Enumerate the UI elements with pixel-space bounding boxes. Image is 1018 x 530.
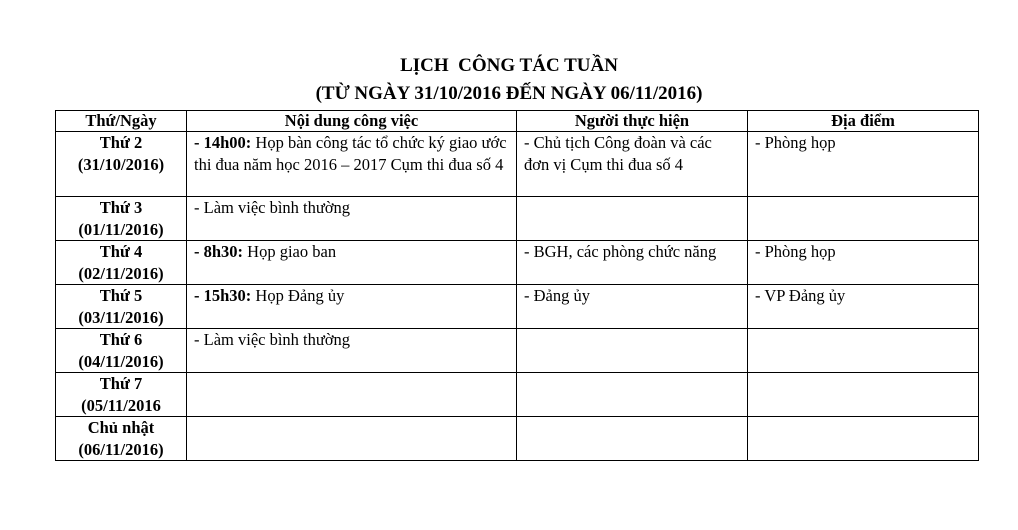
person-cell: [517, 329, 748, 373]
day-name: Chủ nhật: [87, 418, 155, 437]
day-date: (04/11/2016): [78, 351, 164, 371]
content-text: - Làm việc bình thường: [194, 330, 351, 349]
person-cell: [517, 373, 748, 417]
person-cell: - Đảng ủy: [517, 285, 748, 329]
day-date: (31/10/2016): [77, 154, 165, 174]
page-subtitle-date-range: (TỪ NGÀY 31/10/2016 ĐẾN NGÀY 06/11/2016): [315, 83, 703, 104]
day-name: Thứ 6: [99, 330, 143, 349]
day-cell: [56, 285, 187, 329]
header-day: Thứ/Ngày: [56, 111, 187, 132]
content-time: - 14h00:: [194, 133, 252, 152]
content-cell: [187, 285, 517, 329]
day-name: Thứ 3: [99, 198, 143, 217]
content-cell: [187, 241, 517, 285]
content-text: Họp bàn công tác tổ chức ký giao ước thi đua năm học 2016 – 2017 Cụm thi đua số 4: [194, 133, 507, 174]
day-cell: [56, 417, 187, 461]
day-date: (01/11/2016): [78, 219, 164, 239]
table-row: [56, 329, 979, 373]
header-row: [56, 111, 979, 132]
day-cell: [56, 197, 187, 241]
header-content: Nội dung công việc: [187, 111, 517, 132]
person-cell: - BGH, các phòng chức năng: [517, 241, 748, 285]
content-text: Họp giao ban: [243, 242, 337, 261]
place-cell: - Phòng họp: [748, 132, 979, 197]
day-name: Thứ 4: [99, 242, 143, 261]
place-cell: - VP Đảng ủy: [748, 285, 979, 329]
day-name: Thứ 2: [99, 133, 143, 152]
day-date: (05/11/2016: [81, 395, 161, 415]
weekly-schedule-table: [55, 110, 979, 461]
content-cell: [187, 197, 517, 241]
day-name: Thứ 7: [99, 374, 143, 393]
person-cell: - Chủ tịch Công đoàn và các đơn vị Cụm thi đua số 4: [517, 132, 748, 197]
content-cell: [187, 329, 517, 373]
table-row: [56, 285, 979, 329]
table-row: [56, 132, 979, 197]
header-person: Người thực hiện: [517, 111, 748, 132]
place-cell: [748, 373, 979, 417]
header-place: Địa điểm: [748, 111, 979, 132]
table-row: [56, 417, 979, 461]
page-title: LỊCH CÔNG TÁC TUẦN: [400, 55, 618, 76]
table-row: [56, 241, 979, 285]
table-row: [56, 373, 979, 417]
content-cell: [187, 373, 517, 417]
content-time: - 15h30:: [194, 286, 252, 305]
place-cell: [748, 197, 979, 241]
table-row: [56, 197, 979, 241]
place-cell: [748, 417, 979, 461]
day-date: (03/11/2016): [78, 307, 164, 327]
day-name: Thứ 5: [99, 286, 143, 305]
content-text: - Làm việc bình thường: [194, 198, 351, 217]
content-cell: [187, 417, 517, 461]
content-time: - 8h30:: [194, 242, 244, 261]
content-text: Họp Đảng ủy: [251, 286, 345, 305]
content-cell: [187, 132, 517, 197]
place-cell: [748, 329, 979, 373]
day-cell: [56, 329, 187, 373]
day-date: (02/11/2016): [78, 263, 164, 283]
day-cell: [56, 241, 187, 285]
place-cell: - Phòng họp: [748, 241, 979, 285]
person-cell: [517, 417, 748, 461]
day-cell: [56, 373, 187, 417]
day-cell: [56, 132, 187, 197]
day-date: (06/11/2016): [78, 439, 164, 459]
person-cell: [517, 197, 748, 241]
